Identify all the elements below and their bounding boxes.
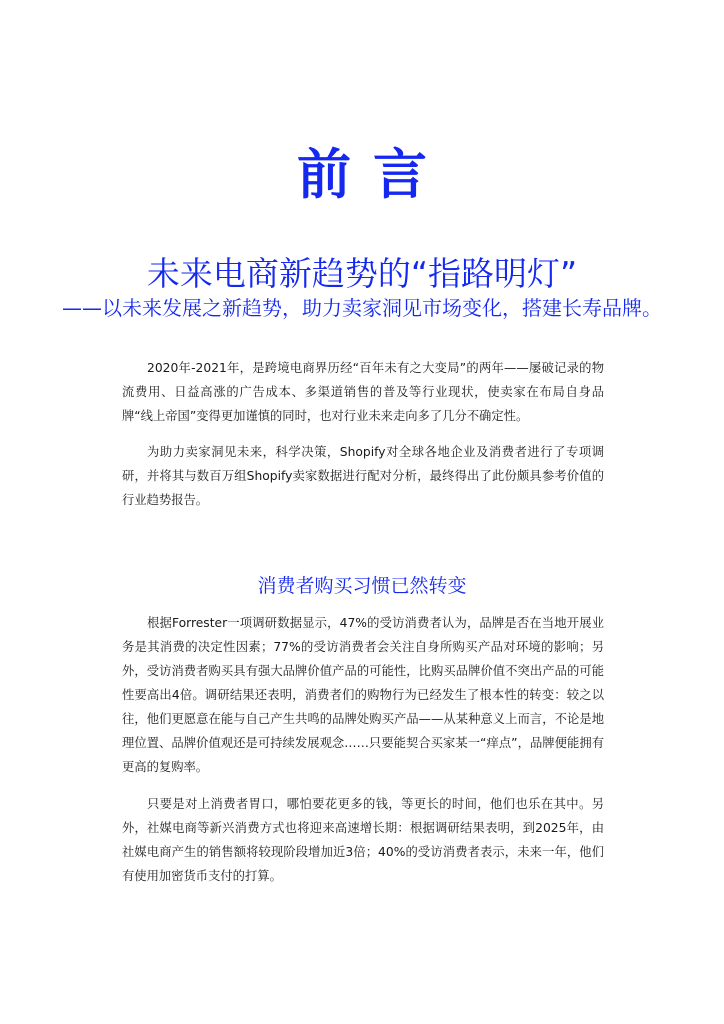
section-paragraph-1: 根据Forrester一项调研数据显示，47%的受访消费者认为，品牌是否在当地开展业务是其消费的决定性因素；77%的受访消费者会关注自身所购买产品对环境的影响；另外，受访消费者购买具有强大品牌价值产品的可能性，比购买品牌价值不突出产品的可能性要高出4倍。调研结果还表明，消费者们的购物行为已经发生了根本性的转变：较之以往，他们更愿意在能与自己产生共鸣的品牌处购买产品——从某种意义上而言，不论是地理位置、品牌价值观还是可持续发展观念……只要能契合买家某一“痒点”，品牌便能拥有更高的复购率。 <box>122 616 604 774</box>
section-paragraph-2: 只要是对上消费者胃口，哪怕要花更多的钱，等更长的时间，他们也乐在其中。另外，社媒电商等新兴消费方式也将迎来高速增长期：根据调研结果表明，到2025年，由社媒电商产生的销售额将较现阶段增加近3倍；40%的受访消费者表示，未来一年，他们有使用加密货币支付的打算。 <box>122 797 604 883</box>
section-heading: 消费者购买习惯已然转变 <box>257 575 467 597</box>
subtitle-sub: ——以未来发展之新趋势，助力卖家洞见市场变化，搭建长寿品牌。 <box>62 296 662 320</box>
intro-paragraph-1: 2020年-2021年，是跨境电商界历经“百年未有之大变局”的两年——屡破记录的物流费用、日益高涨的广告成本、多渠道销售的普及等行业现状，使卖家在布局自身品牌“线上帝国”变得更加谨慎的同时，也对行业未来走向多了几分不确定性。 <box>122 361 604 423</box>
page-title: 前言 <box>297 143 449 206</box>
subtitle-main: 未来电商新趋势的“指路明灯” <box>146 254 578 293</box>
intro-paragraph-2: 为助力卖家洞见未来，科学决策，Shopify对全球各地企业及消费者进行了专项调研，并将其与数百万组Shopify卖家数据进行配对分析，最终得出了此份颇具参考价值的行业趋势报告。 <box>122 445 604 507</box>
